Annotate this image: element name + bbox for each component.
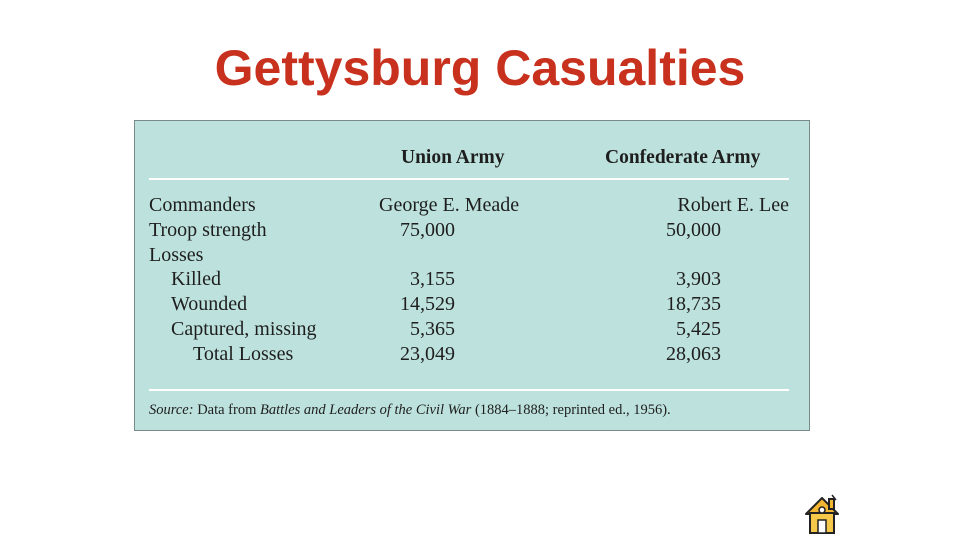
row-label: Killed (171, 268, 221, 291)
confederate-value: Robert E. Lee (677, 194, 789, 216)
bottom-rule (149, 389, 789, 391)
row-label: Losses (149, 243, 204, 266)
union-value: 5,365 (410, 318, 455, 340)
table-row (135, 317, 811, 342)
source-text-2: (1884–1888; reprinted ed., 1956). (471, 402, 671, 418)
union-value: George E. Meade (379, 194, 520, 216)
confederate-value: 18,735 (666, 293, 721, 316)
union-value: 23,049 (400, 342, 455, 365)
source-prefix: Source: (149, 402, 194, 418)
casualties-table (134, 120, 810, 431)
source-work: Battles and Leaders of the Civil War (260, 402, 472, 418)
table-row (135, 193, 811, 218)
source-text-1: Data from (193, 402, 260, 418)
slide-title: Gettysburg Casualties (214, 40, 746, 96)
confederate-value: 5,425 (676, 318, 721, 340)
row-label: Wounded (171, 293, 248, 316)
union-value: 14,529 (400, 293, 455, 316)
table-row (135, 292, 811, 317)
row-label: Captured, missing (171, 318, 317, 340)
union-value: 75,000 (400, 218, 455, 241)
top-rule (149, 178, 789, 180)
confederate-value: 50,000 (666, 218, 721, 241)
row-label: Troop strength (149, 218, 267, 241)
source-note (149, 402, 671, 419)
home-icon[interactable] (802, 494, 842, 536)
confederate-value: 3,903 (676, 268, 721, 291)
row-label: Commanders (149, 194, 256, 216)
row-label: Total Losses (193, 342, 294, 365)
confederate-value: 28,063 (666, 342, 721, 365)
header-union: Union Army (401, 147, 505, 168)
table-row (135, 267, 811, 292)
table-row (135, 243, 811, 268)
table-row (135, 218, 811, 243)
table-row (135, 342, 811, 367)
header-confederate: Confederate Army (605, 147, 761, 168)
union-value: 3,155 (410, 268, 455, 291)
